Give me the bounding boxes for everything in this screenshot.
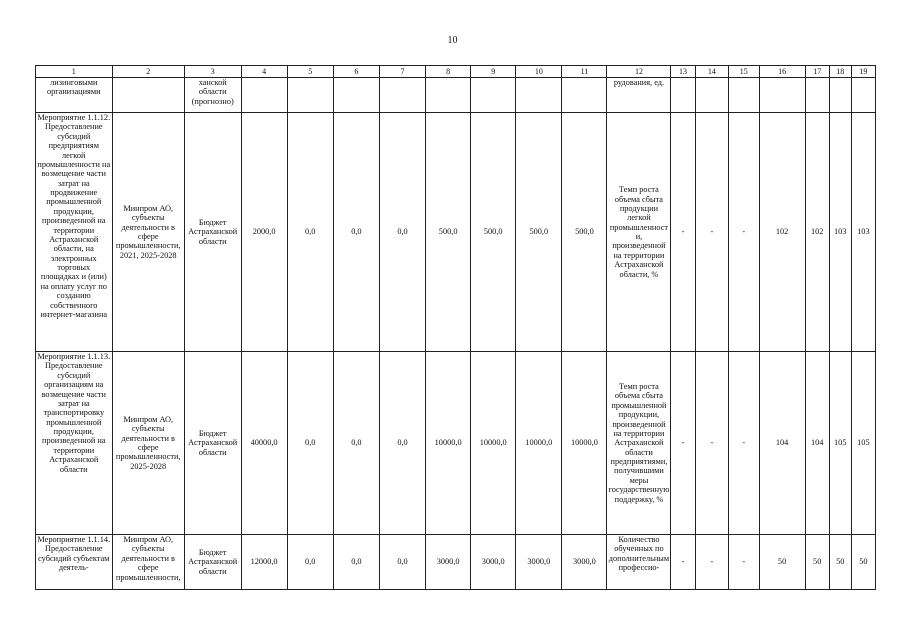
col-header: 3 <box>184 66 241 78</box>
table-cell <box>671 78 695 113</box>
col-header: 18 <box>829 66 851 78</box>
table-row <box>36 352 876 535</box>
table-cell: 50 <box>829 535 851 590</box>
table-cell: Бюджет Астраханской области <box>184 113 241 352</box>
table-cell: 40000,0 <box>241 352 287 535</box>
table-cell: 103 <box>829 113 851 352</box>
col-header: 4 <box>241 66 287 78</box>
table-cell: Минпром АО, субъекты деятельности в сфере промышленности, 2021, 2025-2028 <box>112 113 184 352</box>
page-number: 10 <box>447 35 458 46</box>
col-header: 1 <box>36 66 113 78</box>
col-header: 16 <box>759 66 805 78</box>
table-cell: - <box>695 113 729 352</box>
col-header: 13 <box>671 66 695 78</box>
table-cell: 0,0 <box>287 352 333 535</box>
table-cell: 50 <box>805 535 829 590</box>
table-cell <box>379 78 425 113</box>
table-cell: 3000,0 <box>471 535 516 590</box>
table-cell: 50 <box>759 535 805 590</box>
table-cell: рудования, ед. <box>607 78 671 113</box>
table-cell: - <box>671 352 695 535</box>
measure-name-cell: Мероприятие 1.1.14. Предоставление субсидий субъектам деятель- <box>36 535 113 590</box>
table-cell: 12000,0 <box>241 535 287 590</box>
table-cell: 102 <box>805 113 829 352</box>
table-cell: Темп роста объема сбыта продукции легкой промышленности, произведенной на территории Астраханской области, % <box>607 113 671 352</box>
table-cell: 10000,0 <box>471 352 516 535</box>
table-row <box>36 113 876 352</box>
table-cell: 0,0 <box>287 535 333 590</box>
col-header: 7 <box>379 66 425 78</box>
table-cell <box>562 78 607 113</box>
table-cell <box>729 78 759 113</box>
measure-name-cell: Мероприятие 1.1.12. Предоставление субсидий предприятиям легкой промышленности на возмещение части затрат на продвижение промышленной продукции, произведенной на территории Астраханской области, на электронных торговых площадках и (или) на оплату услуг по созданию собственного интернет-магазина <box>36 113 113 352</box>
table-cell: 10000,0 <box>562 352 607 535</box>
table-cell <box>426 78 471 113</box>
table-cell <box>333 78 379 113</box>
table-cell <box>287 78 333 113</box>
program-table <box>35 65 876 590</box>
table-cell: 0,0 <box>379 352 425 535</box>
table-cell: 3000,0 <box>516 535 562 590</box>
col-header: 9 <box>471 66 516 78</box>
col-header: 15 <box>729 66 759 78</box>
table-cell: ханской области (прогнозно) <box>184 78 241 113</box>
table-cell: 104 <box>759 352 805 535</box>
table-cell: 3000,0 <box>426 535 471 590</box>
col-header: 17 <box>805 66 829 78</box>
table-cell: 500,0 <box>471 113 516 352</box>
table-cell: 3000,0 <box>562 535 607 590</box>
table-cell: 103 <box>851 113 875 352</box>
table-cell: 10000,0 <box>426 352 471 535</box>
table-cell: - <box>729 535 759 590</box>
measure-name-cell: Мероприятие 1.1.13. Предоставление субсидий организациям на возмещение части затрат на транспортировку промышленной продукции, произведенной на территории Астраханской области <box>36 352 113 535</box>
table-row <box>36 78 876 113</box>
table-cell: - <box>729 352 759 535</box>
table-cell <box>112 78 184 113</box>
table-cell: Бюджет Астраханской области <box>184 535 241 590</box>
col-header: 11 <box>562 66 607 78</box>
col-header: 5 <box>287 66 333 78</box>
table-cell <box>516 78 562 113</box>
col-header: 19 <box>851 66 875 78</box>
table-cell <box>759 78 805 113</box>
table-cell: 105 <box>829 352 851 535</box>
table-cell: Минпром АО, субъекты деятельности в сфере промышленности, <box>112 535 184 590</box>
table-cell: - <box>671 113 695 352</box>
table-cell: 0,0 <box>379 535 425 590</box>
table-cell: лизинговыми организациями <box>36 78 113 113</box>
table-cell: 104 <box>805 352 829 535</box>
col-header: 2 <box>112 66 184 78</box>
table-cell: Минпром АО, субъекты деятельности в сфере промышленности, 2025-2028 <box>112 352 184 535</box>
table-cell: - <box>695 535 729 590</box>
header-row <box>36 66 876 78</box>
table-cell: - <box>729 113 759 352</box>
table-cell: Темп роста объема сбыта промышленной продукции, произведенной на территории Астраханской области предприятиями, получившими меры государственную поддержку, % <box>607 352 671 535</box>
table-cell: Бюджет Астраханской области <box>184 352 241 535</box>
table-cell: 500,0 <box>426 113 471 352</box>
table-cell: 0,0 <box>333 535 379 590</box>
table-row <box>36 535 876 590</box>
table-cell: - <box>671 535 695 590</box>
table-cell: 500,0 <box>562 113 607 352</box>
table-cell <box>241 78 287 113</box>
col-header: 8 <box>426 66 471 78</box>
col-header: 14 <box>695 66 729 78</box>
table-cell: 0,0 <box>379 113 425 352</box>
table-cell <box>805 78 829 113</box>
table-cell <box>695 78 729 113</box>
col-header: 6 <box>333 66 379 78</box>
col-header: 12 <box>607 66 671 78</box>
table-cell: 0,0 <box>287 113 333 352</box>
table-cell <box>471 78 516 113</box>
table-cell: 2000,0 <box>241 113 287 352</box>
table-cell: Количество обученных по дополнительным профессио- <box>607 535 671 590</box>
table-cell: 10000,0 <box>516 352 562 535</box>
table-cell: 500,0 <box>516 113 562 352</box>
table-cell <box>851 78 875 113</box>
table-cell: 105 <box>851 352 875 535</box>
table-cell <box>829 78 851 113</box>
table-cell: 0,0 <box>333 113 379 352</box>
table-cell: 50 <box>851 535 875 590</box>
table-cell: 0,0 <box>333 352 379 535</box>
table-cell: 102 <box>759 113 805 352</box>
table-cell: - <box>695 352 729 535</box>
col-header: 10 <box>516 66 562 78</box>
